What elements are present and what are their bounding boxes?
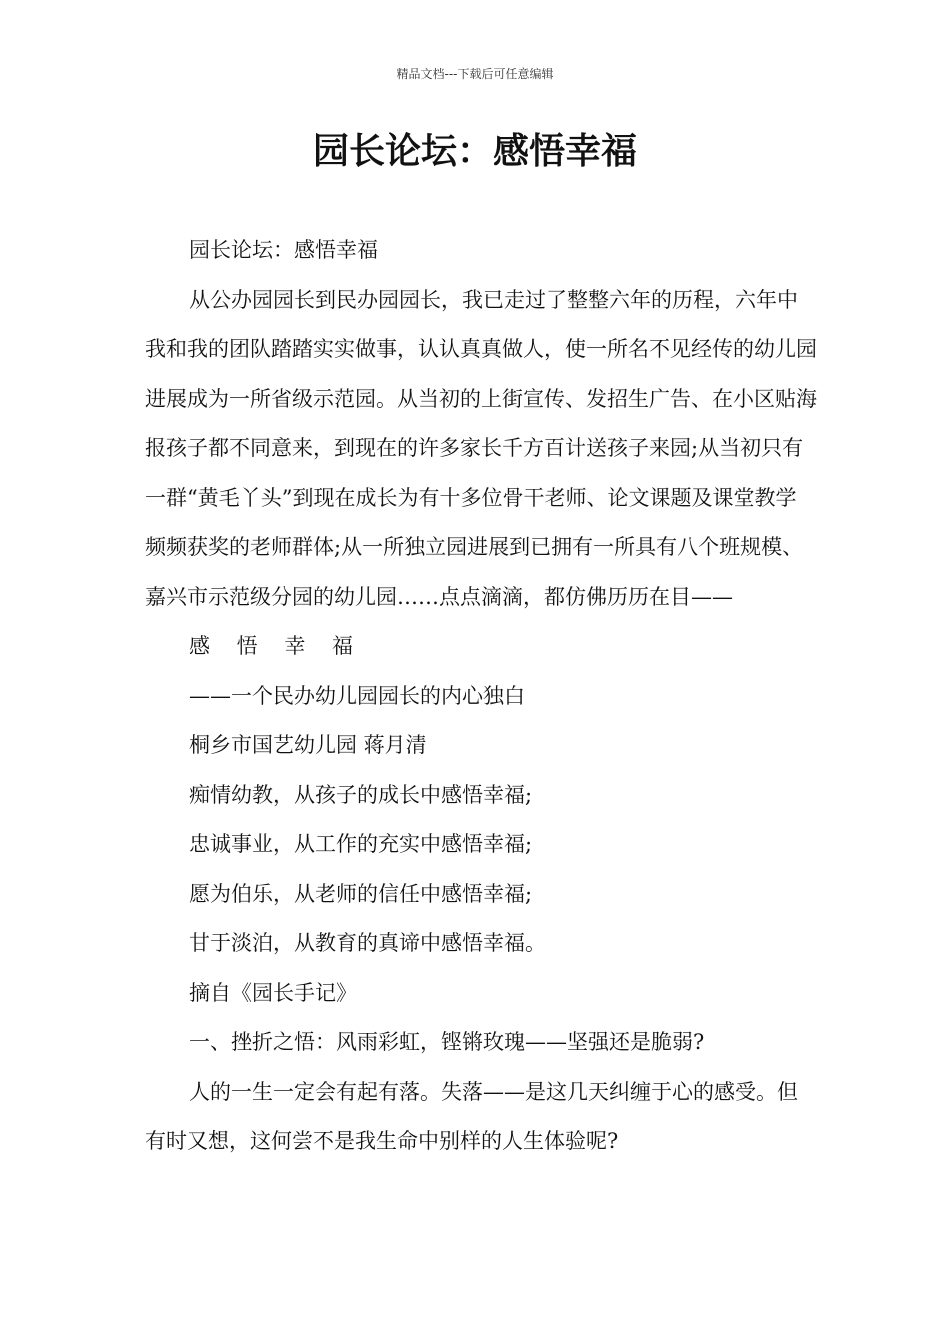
intro-paragraph: 从公办园园长到民办园园长，我已走过了整整六年的历程，六年中我和我的团队踏踏实实做事，认认真真做人，使一所名不见经传的幼儿园进展成为一所省级示范园。从当初的上街宣传、发招生广告、在小区贴海报孩子都不同意来，到现在的许多家长千方百计送孩子来园;从当初只有一群“黄毛丫头”到现在成长为有十多位骨干老师、论文课题及课堂教学频频获奖的老师群体;从一所独立园进展到已拥有一所具有八个班规模、嘉兴市示范级分园的幼儿园……点点滴滴，都仿佛历历在目——	[145, 287, 817, 609]
verse-line: 痴情幼教，从孩子的成长中感悟幸福;	[189, 782, 533, 807]
author-line: 桐乡市国艺幼儿园 蒋月清	[189, 733, 427, 757]
verse-line: 愿为伯乐，从老师的信任中感悟幸福;	[189, 881, 533, 906]
verse-line: 忠诚事业，从工作的充实中感悟幸福;	[189, 832, 533, 856]
header-note: 精品文档---下载后可任意编辑	[396, 67, 554, 81]
closing-paragraph: 人的一生一定会有起有落。失落——是这几天纠缠于心的感受。但有时又想，这何尝不是我生命中别样的人生体验呢?	[145, 1079, 798, 1153]
source-line: 摘自《园长手记》	[189, 980, 357, 1005]
verse-line: 甘于淡泊，从教育的真谛中感悟幸福。	[189, 931, 546, 955]
lead-line: 园长论坛：感悟幸福	[189, 238, 378, 262]
section-heading: 一、挫折之悟：风雨彩虹，铿锵玫瑰——坚强还是脆弱?	[189, 1030, 705, 1054]
subtitle-line: 感 悟 幸 福	[189, 634, 364, 658]
document-body	[145, 226, 817, 1167]
tagline-line: ——一个民办幼儿园园长的内心独白	[189, 683, 525, 708]
document-title: 园长论坛：感悟幸福	[312, 131, 637, 172]
